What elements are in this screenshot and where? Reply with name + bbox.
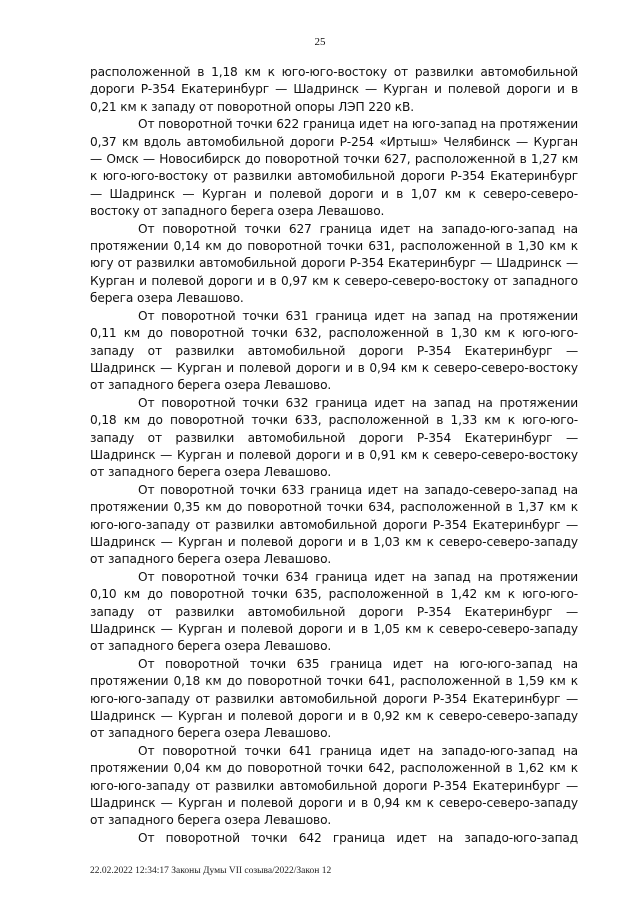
paragraph: От поворотной точки 642 граница идет на западо-юго-запад <box>138 830 578 845</box>
page-number: 25 <box>314 36 326 48</box>
document-body <box>90 64 578 847</box>
paragraph: От поворотной точки 635 граница идет на юго-юго-запад на протяжении 0,18 км до поворотной точки 641, расположенной в 1,59 км к юго-юго-западу от развилки автомобильной дороги Р-354 Екатеринбург — Шадринск — Курган и полевой дороги и в 0,92 км к северо-северо-западу от западного берега озера Левашово. <box>90 656 578 741</box>
paragraph: От поворотной точки 633 граница идет на западо-северо-запад на протяжении 0,35 км до поворотной точки 634, расположенной в 1,37 км к юго-юго-западу от развилки автомобильной дороги Р-354 Екатеринбург — Шадринск — Курган и полевой дороги и в 1,03 км к северо-северо-западу от западного берега озера Левашово. <box>90 482 578 567</box>
paragraph: От поворотной точки 632 граница идет на запад на протяжении 0,18 км до поворотной точки 633, расположенной в 1,33 км к юго-юго-западу от развилки автомобильной дороги Р-354 Екатеринбург — Шадринск — Курган и полевой дороги и в 0,91 км к северо-северо-востоку от западного берега озера Левашово. <box>90 395 578 480</box>
paragraph: От поворотной точки 631 граница идет на запад на протяжении 0,11 км до поворотной точки 632, расположенной в 1,30 км к юго-юго-западу от развилки автомобильной дороги Р-354 Екатеринбург — Шадринск — Курган и полевой дороги и в 0,94 км к северо-северо-востоку от западного берега озера Левашово. <box>90 308 578 393</box>
paragraph: От поворотной точки 641 граница идет на западо-юго-запад на протяжении 0,04 км до поворотной точки 642, расположенной в 1,62 км к юго-юго-западу от развилки автомобильной дороги Р-354 Екатеринбург — Шадринск — Курган и полевой дороги и в 0,94 км к северо-северо-западу от западного берега озера Левашово. <box>90 743 578 828</box>
paragraph: расположенной в 1,18 км к юго-юго-востоку от развилки автомобильной дороги Р-354 Екатеринбург — Шадринск — Курган и полевой дороги и в 0,21 км к западу от поворотной опоры ЛЭП 220 кВ. <box>90 65 578 114</box>
document-footer: 22.02.2022 12:34:17 Законы Думы VII созыва/2022/Закон 12 <box>90 866 332 876</box>
paragraph: От поворотной точки 622 граница идет на юго-запад на протяжении 0,37 км вдоль автомобильной дороги Р-254 «Иртыш» Челябинск — Курган — Омск — Новосибирск до поворотной точки 627, расположенной в 1,27 км к юго-юго-востоку от развилки автомобильной дороги Р-354 Екатеринбург — Шадринск — Курган и полевой дороги и в 1,07 км к северо-северо-востоку от западного берега озера Левашово. <box>90 117 578 219</box>
paragraph: От поворотной точки 634 граница идет на запад на протяжении 0,10 км до поворотной точки 635, расположенной в 1,42 км к юго-юго-западу от развилки автомобильной дороги Р-354 Екатеринбург — Шадринск — Курган и полевой дороги и в 1,05 км к северо-северо-западу от западного берега озера Левашово. <box>90 569 578 654</box>
paragraph: От поворотной точки 627 граница идет на западо-юго-запад на протяжении 0,14 км до поворотной точки 631, расположенной в 1,30 км к югу от развилки автомобильной дороги Р-354 Екатеринбург — Шадринск — Курган и полевой дороги и в 0,97 км к северо-северо-востоку от западного берега озера Левашово. <box>90 221 578 306</box>
